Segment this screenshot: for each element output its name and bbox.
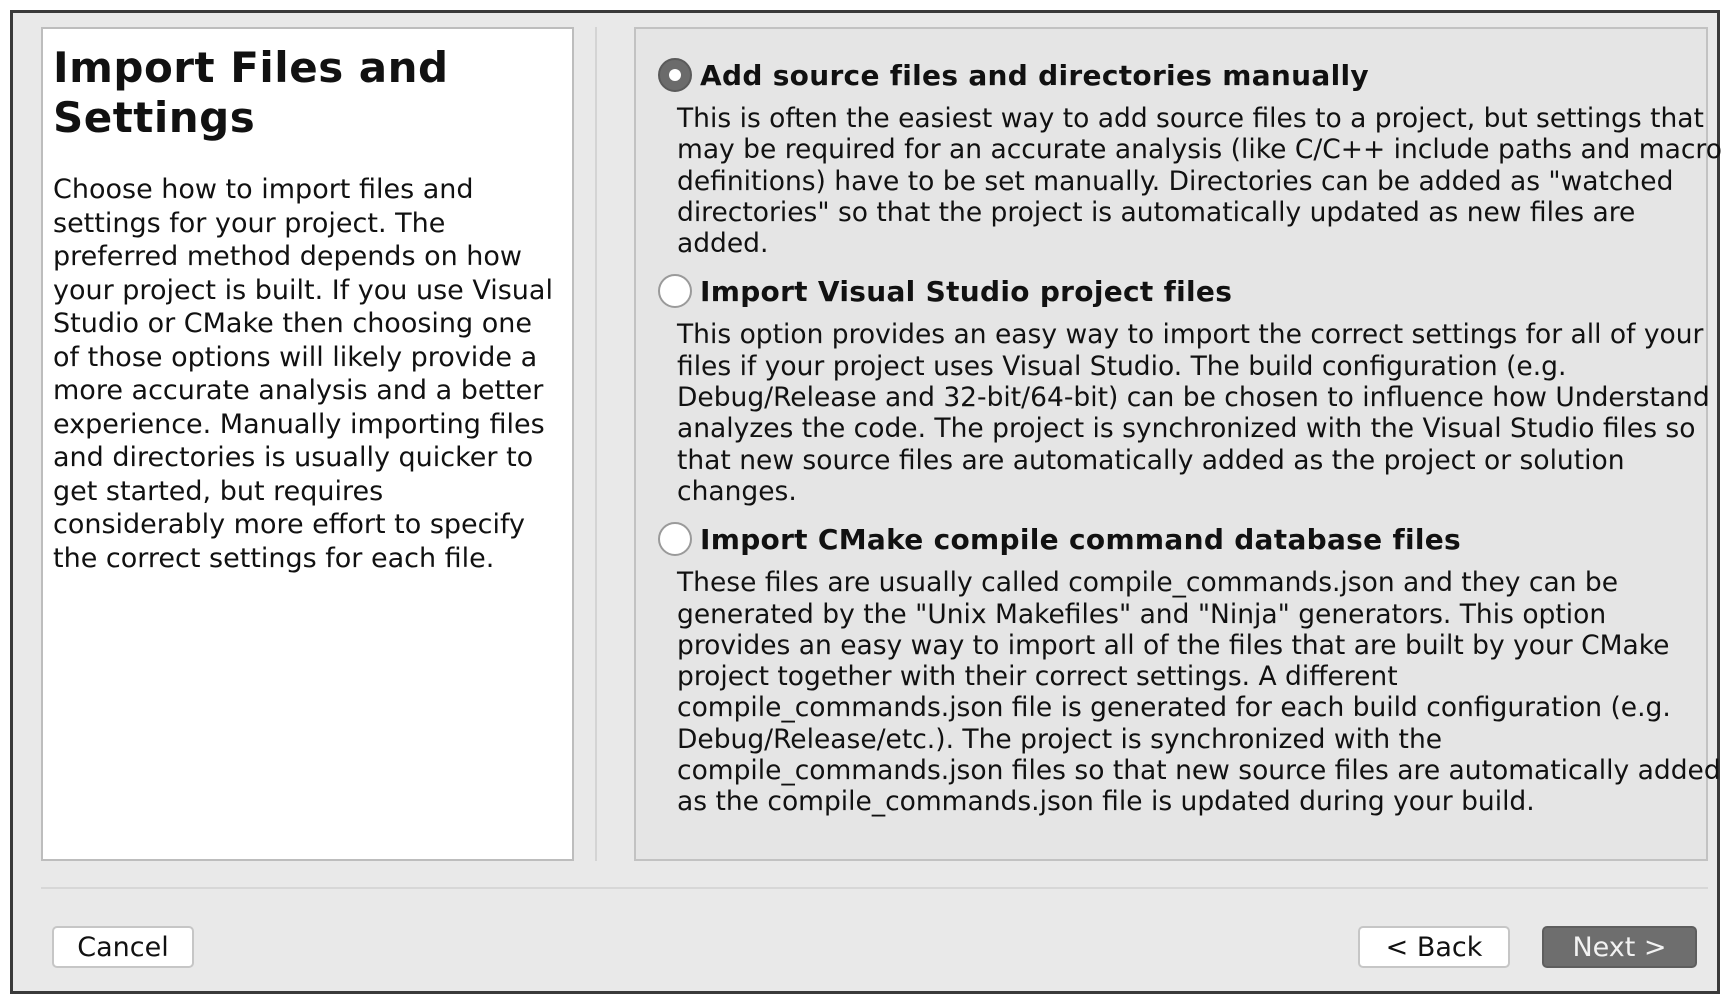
- footer-divider: [41, 887, 1708, 889]
- import-options-panel: [634, 27, 1722, 861]
- back-button[interactable]: < Back: [1358, 926, 1510, 968]
- option-visual-studio-description: This option provides an easy way to import the correct settings for all of your files if your project uses Visual Studio. The build configuration (e.g. Debug/Release and 32-bit/64-bit) can be chosen to influence how Understand analyzes the code. The project is synchronized with the Visual Studio files so that new source files are automatically added as the project or solution changes.: [677, 319, 1710, 507]
- option-visual-studio-label[interactable]: Import Visual Studio project files: [700, 274, 1233, 308]
- option-cmake-label[interactable]: Import CMake compile command database files: [700, 522, 1462, 556]
- radio-button[interactable]: [658, 522, 692, 556]
- option-manual-radio-row[interactable]: [658, 53, 1696, 97]
- radio-dot-icon: [669, 69, 681, 81]
- page-title: Import Files and Settings: [53, 43, 449, 142]
- import-wizard-dialog: [10, 10, 1720, 994]
- vertical-divider: [595, 27, 597, 861]
- option-cmake: [658, 517, 1721, 818]
- next-button[interactable]: Next >: [1542, 926, 1697, 968]
- option-cmake-description: These files are usually called compile_commands.json and they can be generated by the "Unix Makefiles" and "Ninja" generators. This option provides an easy way to import all of the files that are built by your CMake project together with their correct settings. A different compile_commands.json file is generated for each build configuration (e.g. Debug/Release/etc.). The project is synchronized with the compile_commands.json files so that new source files are automatically added as the compile_commands.json file is updated during your build.: [677, 567, 1721, 818]
- option-visual-studio: [658, 269, 1710, 507]
- radio-button[interactable]: [658, 274, 692, 308]
- option-manual-label[interactable]: Add source files and directories manually: [700, 58, 1369, 92]
- cancel-button[interactable]: Cancel: [52, 926, 194, 968]
- option-visual-studio-radio-row[interactable]: [658, 269, 1696, 313]
- option-manual: [658, 53, 1722, 260]
- option-cmake-radio-row[interactable]: [658, 517, 1696, 561]
- option-manual-description: This is often the easiest way to add source files to a project, but settings that may be required for an accurate analysis (like C/C++ include paths and macro definitions) have to be set manually. Directories can be added as "watched directories" so that the project is automatically updated as new files are added.: [677, 103, 1722, 260]
- radio-button-selected[interactable]: [658, 58, 692, 92]
- page-description: Choose how to import files and settings for your project. The preferred method depends on how your project is built. If you use Visual Studio or CMake then choosing one of those options will likely provide a more accurate analysis and a better experience. Manually importing files and directories is usually quicker to get started, but requires considerably more effort to specify the correct settings for each file.: [53, 174, 553, 574]
- info-panel: [41, 27, 574, 861]
